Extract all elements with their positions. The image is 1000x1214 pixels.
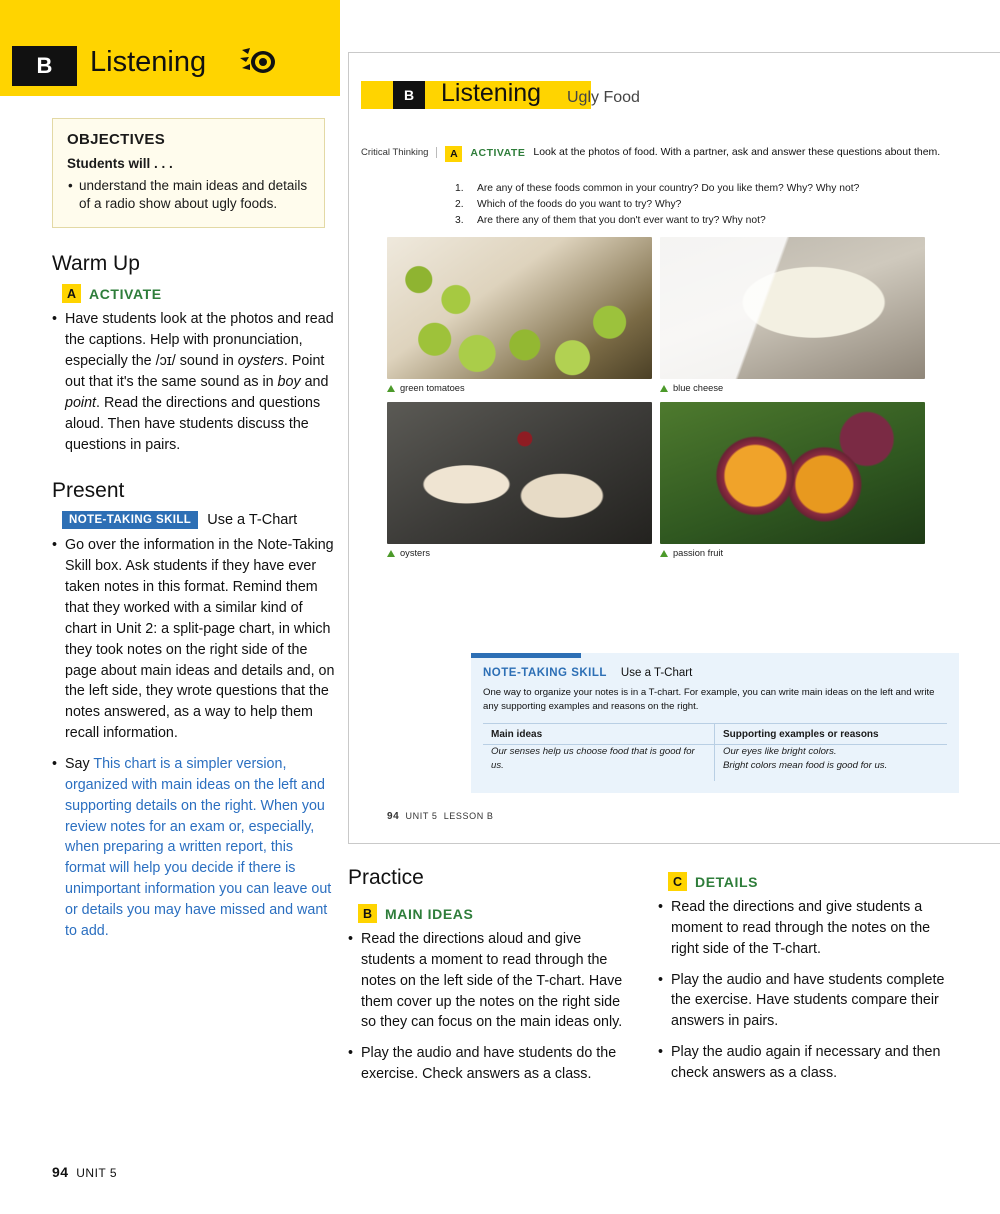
activity-letter-b: B bbox=[358, 904, 377, 923]
question-number: 2. bbox=[455, 198, 464, 210]
caption-text: green tomatoes bbox=[400, 383, 465, 393]
book-page-lesson: LESSON B bbox=[443, 811, 494, 821]
support-line-1: Our eyes like bright colors. bbox=[723, 745, 837, 757]
activate-directions-row bbox=[361, 145, 991, 162]
book-activity-letter-a: A bbox=[445, 146, 462, 162]
activate-question-list bbox=[455, 181, 985, 229]
present-bullets bbox=[52, 535, 337, 941]
caption-text: oysters bbox=[400, 548, 430, 558]
triangle-bullet-icon bbox=[387, 550, 395, 557]
t-chart-cell-main-idea: Our senses help us choose food that is good for us. bbox=[491, 745, 695, 771]
question-number: 3. bbox=[455, 214, 464, 226]
triangle-bullet-icon bbox=[660, 550, 668, 557]
activity-label-details: DETAILS bbox=[695, 873, 759, 890]
note-taking-box-body: One way to organize your notes is in a T-chart. For example, you can write main ideas on the left and write any supporting examples and reasons on the right. bbox=[483, 687, 935, 713]
list-item: • Have students look at the photos and read the captions. Help with pronunciation, especially the /ɔɪ/ sound in oysters. Point out that it's the same sound as in boy and point. Read the directions and questions aloud. Then have students discuss the questions in pairs. bbox=[52, 309, 337, 455]
main-ideas-label-row bbox=[358, 904, 638, 923]
photo-passion-fruit bbox=[660, 402, 925, 544]
activity-letter-a: A bbox=[62, 284, 81, 303]
book-page-header bbox=[349, 53, 1000, 109]
practice-main-ideas-column bbox=[348, 898, 638, 1095]
activity-label-main-ideas: MAIN IDEAS bbox=[385, 905, 474, 922]
note-taking-box-subtitle: Use a T-Chart bbox=[620, 667, 693, 679]
list-item bbox=[455, 197, 985, 213]
note-taking-box-header bbox=[471, 658, 959, 679]
list-item: • Play the audio and have students do the exercise. Check answers as a class. bbox=[348, 1043, 638, 1085]
critical-thinking-tag: Critical Thinking bbox=[361, 147, 437, 158]
student-book-page bbox=[348, 52, 1000, 844]
t-chart-body-row bbox=[483, 744, 947, 781]
t-chart-col2-body bbox=[715, 745, 947, 781]
food-photo-grid bbox=[387, 237, 959, 567]
book-page-title: Listening bbox=[441, 79, 542, 107]
list-item: • Play the audio and have students complete the exercise. Have students compare their answers in pairs. bbox=[658, 970, 958, 1033]
question-text: Are any of these foods common in your country? Do you like them? Why? Why not? bbox=[477, 183, 860, 194]
triangle-bullet-icon bbox=[660, 385, 668, 392]
t-chart-col2 bbox=[715, 724, 947, 744]
list-item bbox=[455, 181, 985, 197]
question-number: 1. bbox=[455, 183, 464, 194]
present-heading: Present bbox=[52, 479, 125, 503]
book-page-number: 94 bbox=[387, 811, 400, 822]
note-taking-skill-name: Use a T-Chart bbox=[207, 512, 298, 529]
t-chart-col1-header: Main ideas bbox=[491, 728, 543, 740]
objectives-heading: OBJECTIVES bbox=[67, 131, 166, 148]
ear-listening-icon bbox=[236, 46, 276, 80]
warm-up-heading: Warm Up bbox=[52, 252, 140, 276]
details-bullets bbox=[658, 897, 958, 1084]
note-taking-box-title: NOTE-TAKING SKILL bbox=[483, 667, 607, 679]
list-item bbox=[455, 213, 985, 229]
book-page-footer bbox=[387, 811, 494, 822]
photo-blue-cheese bbox=[660, 237, 925, 379]
photo-caption-green-tomatoes bbox=[387, 383, 652, 393]
note-taking-skill-box bbox=[471, 653, 959, 793]
activity-label-activate: ACTIVATE bbox=[89, 285, 162, 302]
list-item: • Play the audio again if necessary and then check answers as a class. bbox=[658, 1042, 958, 1084]
objectives-list bbox=[67, 177, 310, 213]
practice-details-column bbox=[658, 866, 958, 1094]
practice-heading: Practice bbox=[348, 866, 424, 889]
t-chart-header-row bbox=[483, 724, 947, 744]
book-activity-directions: Look at the photos of food. With a partner, ask and answer these questions about them. bbox=[533, 146, 941, 158]
page-footer bbox=[52, 1164, 117, 1180]
main-ideas-bullets bbox=[348, 929, 638, 1085]
list-item: • understand the main ideas and details of a radio show about ugly foods. bbox=[67, 177, 310, 213]
photo-caption-passion-fruit bbox=[660, 548, 925, 558]
photo-row-2 bbox=[387, 402, 959, 567]
question-text: Are there any of them that you don't ever want to try? Why not? bbox=[477, 214, 766, 226]
say-quote: This chart is a simpler version, organized with main ideas on the left and supporting details on the right. When you review notes for an exam or, especially, when preparing a written report, this format will help you decide if there is unimportant information you can leave out or details you may have missed and want to add. bbox=[65, 756, 332, 939]
objectives-subheading: Students will . . . bbox=[67, 156, 173, 171]
t-chart-cell-support bbox=[715, 745, 947, 781]
list-item: • Read the directions aloud and give students a moment to read through the notes on the left side of the T-chart. Have them cover up the notes on the right side so they can focus on the main ideas only. bbox=[348, 929, 638, 1033]
triangle-bullet-icon bbox=[387, 385, 395, 392]
support-line-2: Bright colors mean food is good for us. bbox=[723, 759, 888, 771]
photo-caption-blue-cheese bbox=[660, 383, 925, 393]
caption-text: blue cheese bbox=[673, 383, 724, 393]
t-chart-col1-body bbox=[483, 745, 715, 781]
photo-cell-green-tomatoes bbox=[387, 237, 652, 402]
warm-up-activity-label-row bbox=[62, 284, 337, 303]
activity-letter-c: C bbox=[668, 872, 687, 891]
photo-oysters bbox=[387, 402, 652, 544]
details-label-row bbox=[668, 872, 958, 891]
t-chart-col2-header: Supporting examples or reasons bbox=[723, 728, 879, 740]
book-page-lesson-letter: B bbox=[393, 81, 425, 109]
book-page-unit: UNIT 5 bbox=[405, 811, 438, 821]
page-title: Listening bbox=[90, 46, 207, 78]
photo-caption-oysters bbox=[387, 548, 652, 558]
photo-green-tomatoes bbox=[387, 237, 652, 379]
warm-up-bullets bbox=[52, 309, 337, 455]
list-item: • Go over the information in the Note-Taking Skill box. Ask students if they have ever taken notes in this format. Remind them that they worked with a similar kind of chart in Unit 2: a split-page chart, in which they took notes on the right side of the page about main ideas and details and, on the left side, they wrote questions that the notes answered, as a way to help them recall information. bbox=[52, 535, 337, 744]
t-chart-col1 bbox=[483, 724, 715, 744]
list-item: • Read the directions and give students a moment to read through the notes on the right side of the T-chart. bbox=[658, 897, 958, 960]
photo-cell-passion-fruit bbox=[660, 402, 925, 567]
book-page-subtitle: Ugly Food bbox=[567, 89, 640, 106]
photo-row-1 bbox=[387, 237, 959, 402]
note-taking-skill-label-row bbox=[62, 511, 337, 529]
objectives-box bbox=[52, 118, 325, 228]
footer-unit: UNIT 5 bbox=[76, 1166, 118, 1180]
teacher-notes-left-column bbox=[52, 118, 337, 952]
header-lesson-letter: B bbox=[12, 46, 77, 86]
book-activity-label-activate: ACTIVATE bbox=[470, 147, 526, 159]
say-lead: Say bbox=[65, 756, 94, 773]
photo-cell-oysters bbox=[387, 402, 652, 567]
t-chart bbox=[483, 723, 947, 781]
list-item-say bbox=[52, 754, 337, 942]
footer-page-number: 94 bbox=[52, 1164, 69, 1180]
photo-cell-blue-cheese bbox=[660, 237, 925, 402]
caption-text: passion fruit bbox=[673, 548, 724, 558]
question-text: Which of the foods do you want to try? Why? bbox=[477, 198, 682, 210]
note-taking-skill-chip: NOTE-TAKING SKILL bbox=[62, 511, 198, 529]
